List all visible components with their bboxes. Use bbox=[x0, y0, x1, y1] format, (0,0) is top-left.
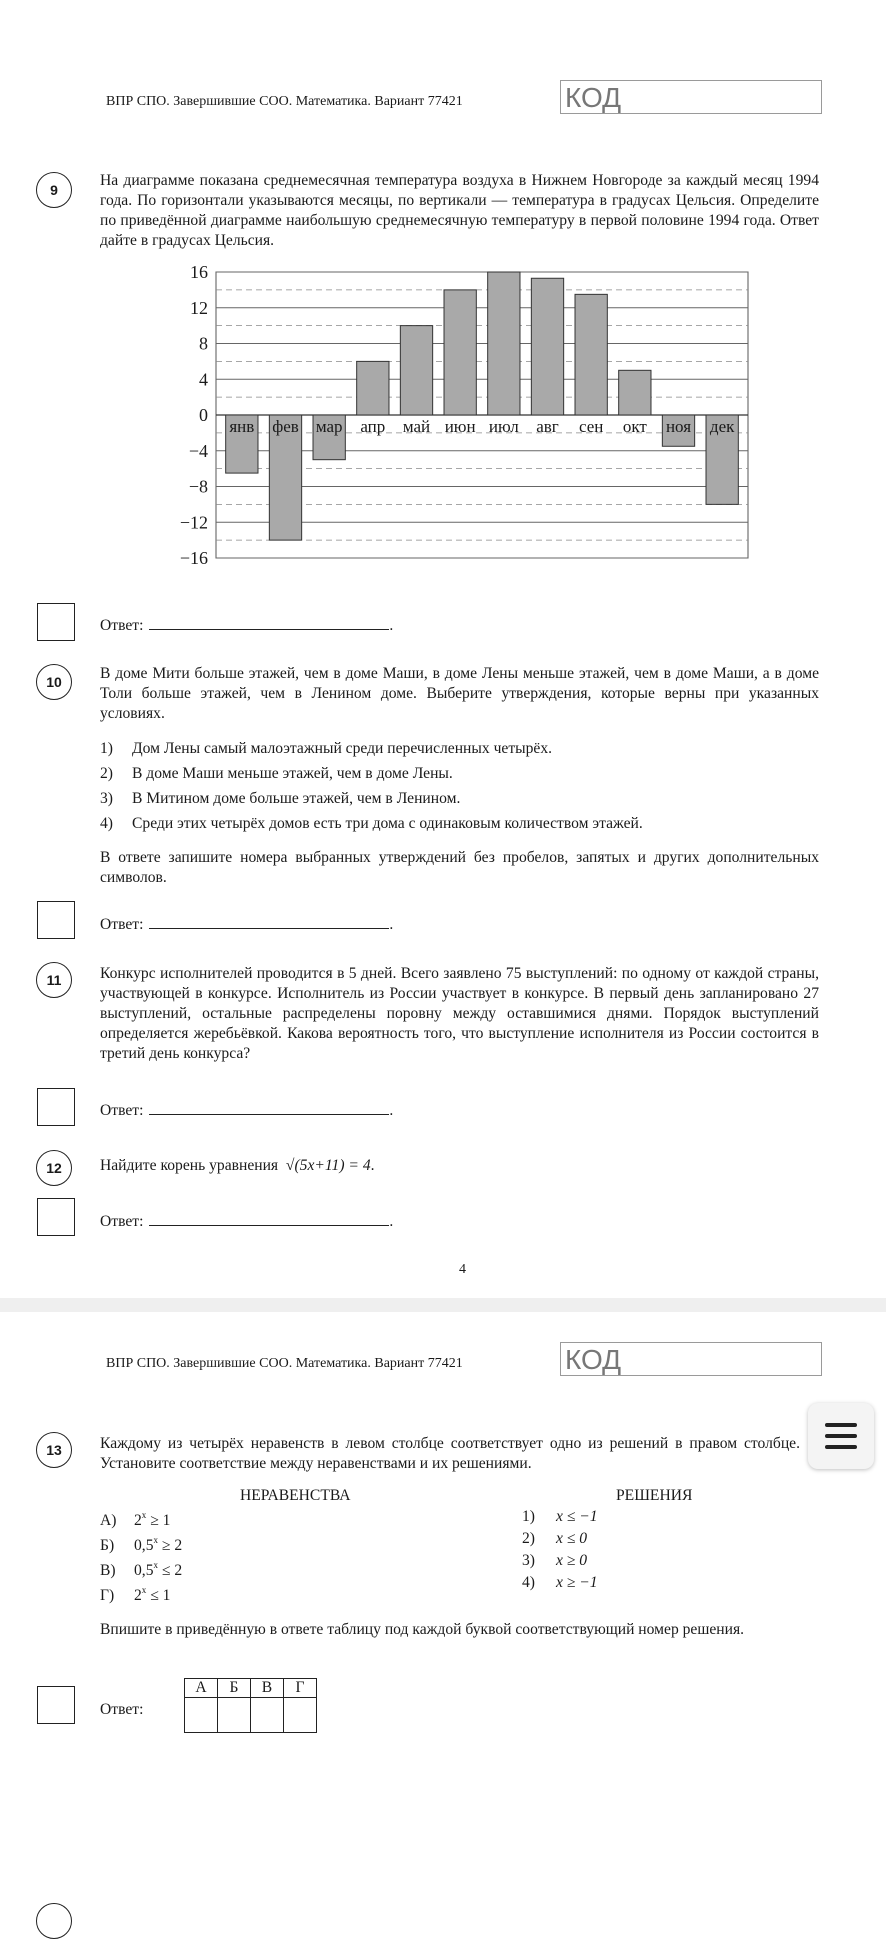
code-field[interactable]: КОД bbox=[560, 80, 822, 114]
answer-label-13: Ответ: bbox=[100, 1701, 144, 1718]
x-tick-label: сен bbox=[578, 417, 604, 436]
question-10-instruction: В ответе запишите номера выбранных утверждений без пробелов, запятых и других дополнительных символов. bbox=[100, 849, 819, 886]
x-tick-label: авг bbox=[536, 417, 559, 436]
question-number-14-partial bbox=[36, 1903, 72, 1939]
table-letter-a: А bbox=[185, 1679, 218, 1698]
y-tick-label: 0 bbox=[199, 405, 208, 425]
question-number-12: 12 bbox=[36, 1150, 72, 1186]
solution-1: 1) x ≤ −1 bbox=[522, 1508, 598, 1525]
answer-table-13 bbox=[184, 1678, 317, 1733]
answer-cell-a[interactable] bbox=[185, 1698, 218, 1733]
solution-2: 2) x ≤ 0 bbox=[522, 1530, 588, 1547]
table-letter-g: Г bbox=[284, 1679, 317, 1698]
answer-label: Ответ: bbox=[100, 617, 144, 634]
question-9-text: На диаграмме показана среднемесячная температура воздуха в Нижнем Новгороде за каждый месяц 1994 года. По горизонтали указываются месяцы, по вертикали — температура в градусах Цельсия. Определите по приведённой диаграмме наибольшую среднемесячную температуру в первой половине 1994 года. Ответ дайте в градусах Цельсия. bbox=[100, 172, 819, 249]
page-separator bbox=[0, 1298, 886, 1312]
x-tick-label: янв bbox=[229, 417, 255, 436]
x-tick-label: май bbox=[402, 417, 431, 436]
hamburger-menu-icon[interactable] bbox=[808, 1403, 874, 1469]
bar-окт bbox=[619, 370, 651, 415]
answer-label: Ответ: bbox=[100, 916, 144, 933]
answer-box-12 bbox=[37, 1198, 75, 1236]
y-tick-label: 12 bbox=[190, 297, 208, 318]
question-10-text: В доме Мити больше этажей, чем в доме Маши, в доме Лены меньше этажей, чем в доме Маши, а в доме Толи больше этажей, чем в Ленином доме. Выберите утверждения, которые верны при указанных условиях. bbox=[100, 665, 819, 722]
x-tick-label: июл bbox=[488, 417, 519, 436]
question-number-9: 9 bbox=[36, 172, 72, 208]
question-number-10: 10 bbox=[36, 664, 72, 700]
solution-4: 4) x ≥ −1 bbox=[522, 1574, 598, 1591]
question-number-11: 11 bbox=[36, 962, 72, 998]
x-tick-label: окт bbox=[622, 417, 647, 436]
page-5 bbox=[0, 1312, 886, 1920]
answer-box-9 bbox=[37, 603, 75, 641]
solutions-header: РЕШЕНИЯ bbox=[616, 1487, 693, 1504]
temperature-bar-chart bbox=[179, 262, 750, 568]
table-letter-b: Б bbox=[218, 1679, 251, 1698]
inequality-v: В) $0,5^x \le 2$ bbox=[100, 1560, 183, 1579]
option-3: 3) В Митином доме больше этажей, чем в Ленином. bbox=[100, 790, 461, 807]
question-12-text: Найдите корень уравнения √(5x+11) = 4. bbox=[100, 1157, 375, 1174]
inequality-a: А) $2^x \ge 1$ bbox=[100, 1510, 171, 1529]
solution-3: 3) x ≥ 0 bbox=[522, 1552, 588, 1569]
inequality-g: Г) $2^x \le 1$ bbox=[100, 1585, 171, 1604]
y-tick-label: 16 bbox=[190, 262, 208, 282]
bar-май bbox=[400, 326, 432, 415]
y-tick-label: 8 bbox=[199, 333, 208, 354]
option-2: 2) В доме Маши меньше этажей, чем в доме Лены. bbox=[100, 765, 453, 782]
answer-cell-v[interactable] bbox=[251, 1698, 284, 1733]
x-tick-label: июн bbox=[444, 417, 476, 436]
page-header: ВПР СПО. Завершившие СОО. Математика. Вариант 77421 bbox=[106, 1356, 463, 1371]
answer-cell-b[interactable] bbox=[218, 1698, 251, 1733]
x-tick-label: фев bbox=[272, 417, 299, 436]
x-tick-label: апр bbox=[360, 417, 386, 436]
y-tick-label: −4 bbox=[188, 440, 208, 461]
question-number-13: 13 bbox=[36, 1432, 72, 1468]
equation: √(5x+11) = 4 bbox=[285, 1157, 371, 1174]
answer-cell-g[interactable] bbox=[284, 1698, 317, 1733]
question-11-text: Конкурс исполнителей проводится в 5 дней. Всего заявлено 75 выступлений: по одному от каждой страны, участвующей в конкурсе. Исполнитель из России участвует в конкурсе. В первый день запланировано 27 выступлений, остальные распределены поровну между оставшимися днями. Порядок выступлений определяется жеребьёвкой. Какова вероятность того, что выступление исполнителя из России состоится в третий день конкурса? bbox=[100, 965, 819, 1062]
y-tick-label: −16 bbox=[179, 548, 208, 568]
question-13-instruction: Впишите в приведённую в ответе таблицу под каждой буквой соответствующий номер решения. bbox=[100, 1621, 745, 1638]
table-letter-v: В bbox=[251, 1679, 284, 1698]
answer-box-11 bbox=[37, 1088, 75, 1126]
code-field[interactable]: КОД bbox=[560, 1342, 822, 1376]
bar-авг bbox=[531, 278, 563, 415]
x-tick-label: ноя bbox=[665, 417, 692, 436]
x-tick-label: дек bbox=[709, 417, 735, 436]
y-tick-label: 4 bbox=[199, 369, 208, 390]
bar-июл bbox=[488, 272, 520, 415]
bar-июн bbox=[444, 290, 476, 415]
answer-label: Ответ: bbox=[100, 1213, 144, 1230]
answer-label: Ответ: bbox=[100, 1102, 144, 1119]
bar-сен bbox=[575, 294, 607, 415]
option-4: 4) Среди этих четырёх домов есть три дома с одинаковым количеством этажей. bbox=[100, 815, 643, 832]
question-13-text: Каждому из четырёх неравенств в левом столбце соответствует одно из решений в правом столбце. Установите соответствие между неравенствами и их решениями. bbox=[100, 1435, 800, 1472]
x-tick-label: мар bbox=[315, 417, 343, 436]
y-tick-label: −12 bbox=[179, 512, 208, 533]
y-tick-label: −8 bbox=[188, 476, 208, 497]
page-number: 4 bbox=[459, 1262, 466, 1277]
answer-line-9[interactable]: Ответ: . bbox=[100, 617, 394, 634]
inequality-b: Б) $0,5^x \ge 2$ bbox=[100, 1535, 183, 1554]
chart-y-tick-labels bbox=[180, 262, 208, 568]
option-1: 1) Дом Лены самый малоэтажный среди перечисленных четырёх. bbox=[100, 740, 553, 757]
bar-апр bbox=[357, 361, 389, 415]
page-header: ВПР СПО. Завершившие СОО. Математика. Вариант 77421 bbox=[106, 94, 463, 109]
answer-line-10[interactable]: Ответ: . bbox=[100, 916, 394, 933]
answer-line-12[interactable]: Ответ: . bbox=[100, 1213, 394, 1230]
chart-bars bbox=[226, 272, 739, 540]
answer-box-10 bbox=[37, 901, 75, 939]
answer-line-11[interactable]: Ответ: . bbox=[100, 1102, 394, 1119]
answer-box-13 bbox=[37, 1686, 75, 1724]
inequalities-header: НЕРАВЕНСТВА bbox=[240, 1487, 351, 1504]
